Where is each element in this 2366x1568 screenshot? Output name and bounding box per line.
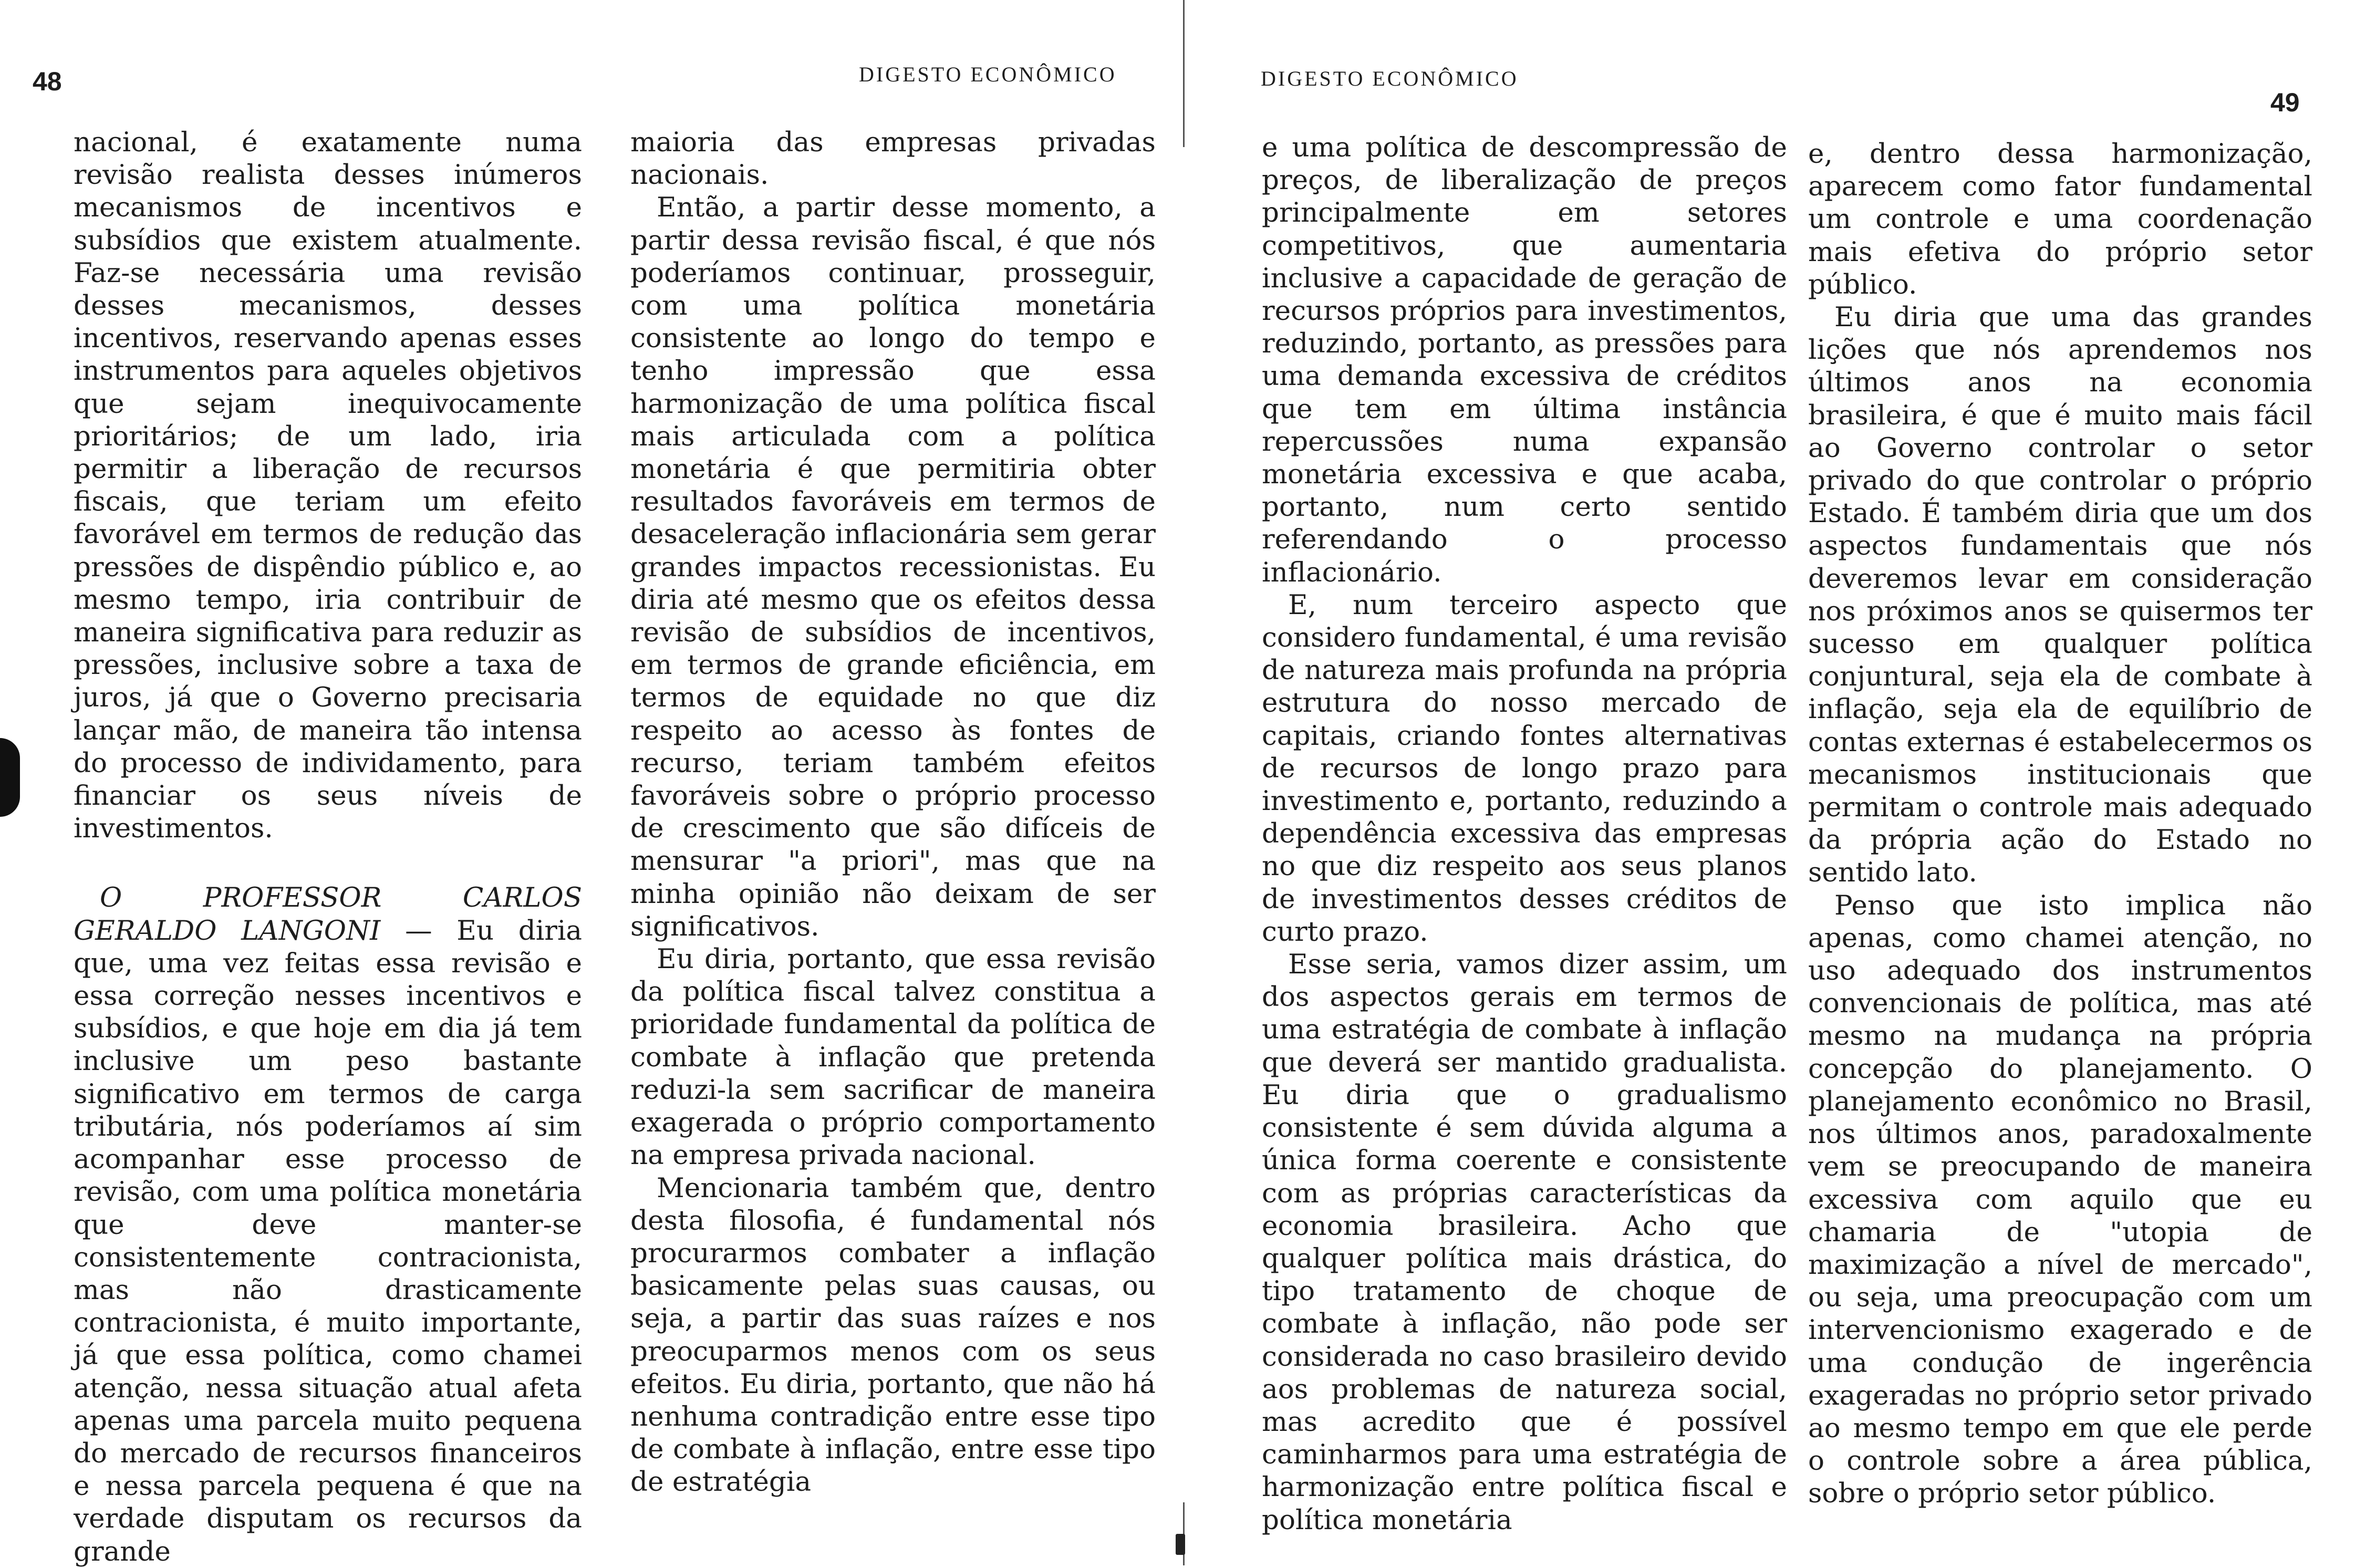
left-column-a bbox=[74, 126, 582, 1568]
right-column-a bbox=[1262, 131, 1787, 1536]
paragraph: Esse seria, vamos dizer assim, um dos aspectos gerais em termos de uma estratégia de combate à inflação que deverá ser mantido gradualista. Eu diria que o gradualismo consistente é sem dúvida alguma a única forma coerente e consistente com as próprias características da economia brasileira. Acho que qualquer política mais drástica, do tipo tratamento de choque de combate à inflação, não pode ser considerada no caso brasileiro devido aos problemas de natureza social, mas acredito que é possível caminharmos para uma estratégia de harmonização entre política fiscal e política monetária bbox=[1262, 949, 1787, 1536]
right-page bbox=[1183, 0, 2366, 1565]
paragraph: e uma política de descompressão de preços, de liberalização de preços principalmente em setores competitivos, que aumentaria inclusive a capacidade de geração de recursos próprios para investimentos, reduzindo, portanto, as pressões para uma demanda excessiva de créditos que tem em última instância repercussões numa expansão monetária excessiva e que acaba, portanto, num certo sentido referendando o processo inflacionário. bbox=[1262, 132, 1787, 588]
paragraph: Penso que isto implica não apenas, como chamei atenção, no uso adequado dos instrumentos convencionais de política, mas até mesmo na mudança na própria concepção do planejamento. O planejamento econômico no Brasil, nos últimos anos, paradoxalmente vem se preocupando de maneira excessiva com aquilo que eu chamaria de "utopia de maximização a nível de mercado", ou seja, uma preocupação com um intervencionismo exagerado e de uma condução de ingerência exageradas no próprio setor privado ao mesmo tempo em que ele perde o controle sobre a área pública, sobre o próprio setor público. bbox=[1808, 889, 2312, 1510]
speaker-text: — Eu diria que, uma vez feitas essa revisão e essa correção nesses incentivos e subsídios, e que hoje em dia já tem inclusive um peso bastante significativo em termos de carga tributária, nós poderíamos aí sim acompanhar esse processo de revisão, com uma política monetária que deve manter-se consistentemente contracionista, mas não drasticamente contracionista, é muito importante, já que essa política, como chamei atenção, nessa situação atual afeta apenas uma parcela muito pequena do mercado de recursos financeiros e nessa parcela pequena é que na verdade disputam os recursos da grande bbox=[74, 915, 582, 1567]
paragraph: Eu diria que uma das grandes lições que nós aprendemos nos últimos anos na economia brasileira, é que é muito mais fácil ao Governo controlar o setor privado do que controlar o próprio Estado. É também diria que um dos aspectos fundamentais que nós deveremos levar em consideração nos próximos anos se quisermos ter sucesso em qualquer política conjuntural, seja ela de combate à inflação, seja ela de equilíbrio de contas externas é estabelecermos os mecanismos institucionais que permitam o controle mais adequado da própria ação do Estado no sentido lato. bbox=[1808, 302, 2312, 889]
paragraph: e, dentro dessa harmonização, aparecem como fator fundamental um controle e uma coordenação mais efetiva do próprio setor público. bbox=[1808, 138, 2312, 300]
speaker-name: O PROFESSOR CARLOS GERALDO LANGONI bbox=[74, 882, 582, 947]
paragraph: Então, a partir desse momento, a partir dessa revisão fiscal, é que nós poderíamos continuar, prosseguir, com uma política monetária consistente ao longo do tempo e tenho impressão que essa harmonização de uma política fiscal mais articulada com a política monetária é que permitiria obter resultados favoráveis em termos de desaceleração inflacionária sem gerar grandes impactos recessionistas. Eu diria até mesmo que os efeitos dessa revisão de subsídios de incentivos, em termos de grande eficiência, em termos de equidade no que diz respeito ao acesso às fontes de recurso, teriam também efeitos favoráveis sobre o próprio processo de crescimento que são difíceis de mensurar "a priori", mas que na minha opinião não deixam de ser significativos. bbox=[630, 192, 1156, 942]
right-column-b bbox=[1808, 138, 2312, 1510]
binding-hole bbox=[0, 738, 20, 817]
paragraph: Eu diria, portanto, que essa revisão da política fiscal talvez constitua a prioridade fundamental da política de combate à inflação que pretenda reduzi-la sem sacrificar de maneira exagerada o próprio comportamento na empresa privada nacional. bbox=[630, 943, 1156, 1171]
paragraph: nacional, é exatamente numa revisão realista desses inúmeros mecanismos de incentivos e subsídios que existem atualmente. Faz-se necessária uma revisão desses mecanismos, desses incentivos, reservando apenas esses instrumentos para aqueles objetivos que sejam inequivocamente prioritários; de um lado, iria permitir a liberação de recursos fiscais, que teriam um efeito favorável em termos de redução das pressões de dispêndio público e, ao mesmo tempo, iria contribuir de maneira significativa para reduzir as pressões, inclusive sobre a taxa de juros, já que o Governo precisaria lançar mão, de maneira tão intensa do processo de individamento, para financiar os seus níveis de investimentos. bbox=[74, 127, 582, 845]
page-number: 49 bbox=[2270, 88, 2300, 117]
paragraph: E, num terceiro aspecto que considero fundamental, é uma revisão de natureza mais profunda na própria estrutura do nosso mercado de capitais, criando fontes alternativas de recursos de longo prazo para investimento e, portanto, reduzindo a dependência excessiva das empresas no que diz respeito aos seus planos de investimentos desses créditos de curto prazo. bbox=[1262, 589, 1787, 948]
page-number: 48 bbox=[33, 67, 62, 96]
paragraph: Mencionaria também que, dentro desta filosofia, é fundamental nós procurarmos combater a inflação basicamente pelas suas causas, ou seja, a partir das suas raízes e nos preocuparmos menos com os seus efeitos. Eu diria, portanto, que não há nenhuma contradição entre esse tipo de combate à inflação, entre esse tipo de estratégia bbox=[630, 1172, 1156, 1498]
running-head: DIGESTO ECONÔMICO bbox=[1261, 67, 1519, 90]
left-column-b bbox=[630, 126, 1156, 1499]
left-page bbox=[0, 0, 1183, 1565]
paragraph: maioria das empresas privadas nacionais. bbox=[630, 127, 1156, 191]
running-head: DIGESTO ECONÔMICO bbox=[859, 63, 1117, 86]
paragraph bbox=[74, 881, 582, 1567]
